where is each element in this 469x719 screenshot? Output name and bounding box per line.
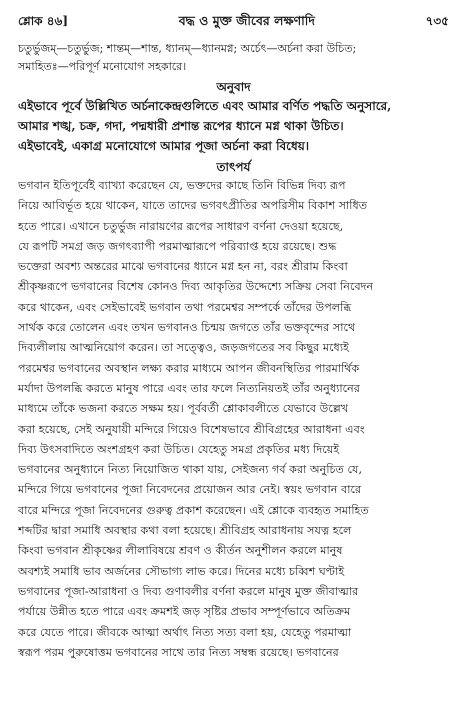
purport-heading: তাৎপর্য — [216, 160, 251, 174]
translation-line: এইভাবে পূর্বে উল্লিখিত অর্চনাকেন্দ্রগুলিতে এবং আমার বর্ণিত পদ্ধতি অনুসারে, — [18, 99, 392, 113]
purport-block — [18, 176, 449, 663]
translation-line: এইভাবেই, একাগ্র মনোযোগে আমার পূজা অর্চনা করা বিধেয়। — [18, 139, 310, 153]
purport-line: যে রূপটি সমগ্র জড় জগৎব্যাপী পরমাত্মারূপে পরিব্যাপ্ত হয়ে রয়েছে। শুদ্ধ — [18, 239, 337, 253]
purport-line: স্বরূপ পরম পুরুষোত্তম ভগবানের সাথে তার নিত্য সম্বন্ধ রয়েছে। ভগবানের — [18, 645, 339, 659]
purport-line: করা হয়েছে, সেই অনুযায়ী মন্দিরে গিয়েও বিশেষভাবে শ্রীবিগ্রহের আরাধনা এবং — [18, 422, 365, 436]
purport-line: শ্রীকৃষ্ণরূপে ভগবানের বিশেষ কোনও দিব্য আকৃতির উদ্দেশ্যে সক্রিয় সেবা নিবেদন — [18, 280, 374, 294]
purport-line: ভগবানের অনুধ্যানে নিত্য নিয়োজিত থাকা যায়, সেইজন্য গর্ব করা অনুচিত যে, — [18, 463, 363, 477]
purport-line: মর্যাদা উপলব্ধি করতে মানুষ পারে এবং তার ফলে নিত্যনিয়তই তাঁর অনুধ্যানের — [18, 381, 360, 395]
page-header — [18, 10, 449, 32]
chapter-title: বদ্ধ ও মুক্ত জীবের লক্ষণাদি — [178, 13, 315, 28]
purport-line: কিংবা ভগবান শ্রীকৃষ্ণের লীলাবিষয়ে শ্রবণ ও কীর্তন অনুশীলন করলে মানুষ — [18, 544, 343, 558]
purport-line: মাধ্যমে তাঁকে ভজনা করতে সক্ষম হয়। পূর্ববর্তী শ্লোকাবলীতে যেভাবে উল্লেখ — [18, 402, 349, 416]
translation-block — [18, 96, 449, 156]
translation-line: আমার শঙ্খ, চক্র, গদা, পদ্মধারী প্রশান্ত রূপের ধ্যানে মগ্ন থাকা উচিত। — [18, 119, 344, 133]
synonyms-block — [18, 40, 449, 76]
purport-line: ভগবান ইতিপূর্বেই ব্যাখ্যা করেছেন যে, ভক্তদের কাছে তিনি বিভিন্ন দিব্য রূপ — [18, 179, 346, 192]
purport-line: ভগবানের পূজা-আরাধনা ও দিব্য গুণাবলীর বর্ণনা করলে মানুষ মুক্ত জীবাত্মার — [18, 584, 359, 598]
purport-line: সার্থক করে তোলেন এবং তখন ভগবানও চিন্ময় জগতে তাঁর ভক্তবৃন্দের সাথে — [18, 321, 356, 335]
purport-line: অবশ্যই সমাধি ভাব অর্জনের সৌভাগ্য লাভ করে। দিনের মধ্যে চব্বিশ ঘণ্টাই — [18, 564, 345, 578]
purport-line: দিব্য উৎসবাদিতে অংশগ্রহণ করা উচিত। যেহেতু সমগ্র প্রকৃতির মধ্য দিয়েই — [18, 442, 340, 456]
purport-line: শব্দটির দ্বারা সমাধি অবস্থার কথা বলা হয়েছে। শ্রীবিগ্রহ আরাধনায় সযত্ন হলে — [18, 524, 352, 538]
purport-line: পরমেশ্বর ভগবানের অবস্থান লক্ষ্য করার মাধ্যমে আপন জীবনস্থিতির পারমার্থিক — [18, 361, 360, 375]
purport-line: বারে মন্দিরে পূজা নিবেদনের গুরুত্ব প্রকাশ করেছেন। এই শ্লোকে ব্যবহৃত সমাহিত — [18, 503, 369, 517]
synonyms-line: চতুর্ভুজম্—চতুর্ভুজ; শান্তম্—শান্ত, ধ্যানম্—ধ্যানমগ্ন; অর্চেৎ—অর্চনা করা উচিত; — [18, 42, 357, 55]
synonyms-line: সমাহিতঃ—পরিপূর্ণ মনোযোগ সহকারে। — [18, 60, 187, 73]
purport-line: দিব্যলীলায় আত্মনিয়োগ করেন। তা সত্ত্বেও, জড়জগতের সব কিছুর মধ্যেই — [18, 341, 349, 355]
purport-line: করে থাকেন, এবং সেইভাবেই ভগবান তথা পরমেশ্বর সম্পর্কে তাঁদের উপলব্ধি — [18, 300, 352, 314]
purport-line: পর্যায়ে উন্নীত হতে পারে এবং ক্রমশই জড় সৃষ্টির প্রভাব সম্পূর্ণভাবে অতিক্রম — [18, 605, 351, 619]
purport-line: ভক্তেরা অবশ্য অন্তরের মাঝে ভগবানের ধ্যানে মগ্ন হন না, বরং শ্রীরাম কিংবা — [18, 260, 348, 274]
verse-reference: শ্লোক ৪৬] — [18, 14, 69, 28]
translation-heading: অনুবাদ — [216, 80, 251, 94]
purport-line: মন্দিরে গিয়ে ভগবানের পূজা নিবেদনের প্রয়োজন আর নেই। স্বয়ং ভগবান বারে — [18, 483, 362, 497]
page-number: ৭৩৫ — [425, 14, 449, 28]
purport-line: করে যেতে পারে। জীবকে আত্মা অর্থাৎ নিত্য সত্য বলা হয়, যেহেতু পরমাত্মা — [18, 625, 352, 639]
purport-line: হতে পারে। এখানে চতুর্ভুজ নারায়ণের রূপের সাধারণ বর্ণনা দেওয়া হয়েছে, — [18, 219, 344, 233]
purport-line: নিয়ে আবির্ভূত হয়ে থাকেন, যাতে তাদের ভগবৎপ্রীতির অপরিসীম বিকাশ সাধিত — [18, 199, 368, 213]
